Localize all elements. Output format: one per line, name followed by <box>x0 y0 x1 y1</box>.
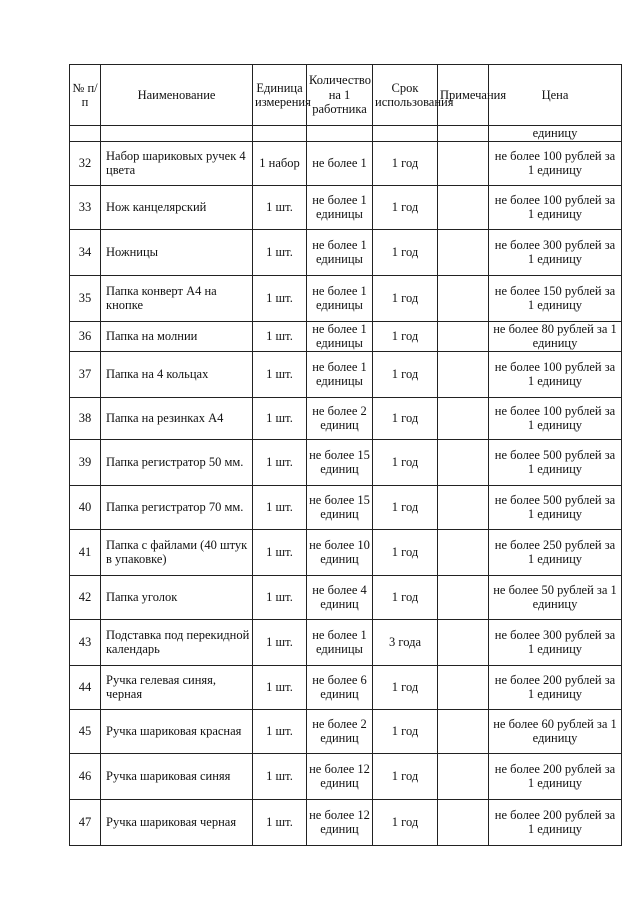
continuation-cell <box>70 126 101 142</box>
cell-quantity: не более 15 единиц <box>307 439 373 485</box>
cell-term: 1 год <box>373 397 438 439</box>
header-unit: Единица измерения <box>253 65 307 126</box>
cell-price: не более 300 рублей за 1 единицу <box>489 229 622 275</box>
cell-notes <box>438 665 489 709</box>
cell-quantity: не более 1 <box>307 141 373 185</box>
table-row <box>70 141 622 185</box>
cell-name: Набор шариковых ручек 4 цвета <box>101 141 253 185</box>
cell-notes <box>438 275 489 321</box>
cell-quantity: не более 2 единиц <box>307 397 373 439</box>
table-row <box>70 439 622 485</box>
cell-number: 42 <box>70 575 101 619</box>
cell-quantity: не более 15 единиц <box>307 485 373 529</box>
cell-term: 3 года <box>373 619 438 665</box>
continuation-cell <box>101 126 253 142</box>
cell-term: 1 год <box>373 275 438 321</box>
cell-notes <box>438 321 489 351</box>
cell-notes <box>438 619 489 665</box>
cell-unit: 1 шт. <box>253 799 307 845</box>
cell-unit: 1 шт. <box>253 575 307 619</box>
table-row <box>70 229 622 275</box>
cell-unit: 1 шт. <box>253 351 307 397</box>
cell-name: Ручка шариковая черная <box>101 799 253 845</box>
cell-name: Папка на резинках А4 <box>101 397 253 439</box>
cell-number: 36 <box>70 321 101 351</box>
cell-quantity: не более 1 единицы <box>307 229 373 275</box>
header-number: № п/п <box>70 65 101 126</box>
header-price: Цена <box>489 65 622 126</box>
cell-number: 47 <box>70 799 101 845</box>
cell-quantity: не более 10 единиц <box>307 529 373 575</box>
cell-price: не более 60 рублей за 1 единицу <box>489 709 622 753</box>
table-row <box>70 799 622 845</box>
cell-price: не более 200 рублей за 1 единицу <box>489 799 622 845</box>
cell-name: Нож канцелярский <box>101 185 253 229</box>
continuation-row <box>70 126 622 142</box>
cell-term: 1 год <box>373 485 438 529</box>
cell-number: 43 <box>70 619 101 665</box>
cell-quantity: не более 2 единиц <box>307 709 373 753</box>
cell-number: 32 <box>70 141 101 185</box>
cell-price: не более 100 рублей за 1 единицу <box>489 141 622 185</box>
table-row <box>70 619 622 665</box>
cell-unit: 1 шт. <box>253 321 307 351</box>
cell-quantity: не более 1 единицы <box>307 351 373 397</box>
cell-term: 1 год <box>373 529 438 575</box>
cell-name: Папка на 4 кольцах <box>101 351 253 397</box>
continuation-cell <box>307 126 373 142</box>
cell-name: Папка регистратор 50 мм. <box>101 439 253 485</box>
cell-price: не более 100 рублей за 1 единицу <box>489 351 622 397</box>
cell-term: 1 год <box>373 321 438 351</box>
cell-unit: 1 шт. <box>253 439 307 485</box>
cell-term: 1 год <box>373 709 438 753</box>
cell-number: 35 <box>70 275 101 321</box>
cell-unit: 1 шт. <box>253 397 307 439</box>
cell-price: не более 500 рублей за 1 единицу <box>489 485 622 529</box>
continuation-cell <box>373 126 438 142</box>
table-row <box>70 575 622 619</box>
cell-number: 38 <box>70 397 101 439</box>
cell-price: не более 200 рублей за 1 единицу <box>489 753 622 799</box>
cell-notes <box>438 351 489 397</box>
supplies-table <box>69 64 622 846</box>
table-row <box>70 485 622 529</box>
cell-quantity: не более 6 единиц <box>307 665 373 709</box>
cell-number: 45 <box>70 709 101 753</box>
cell-notes <box>438 709 489 753</box>
cell-name: Папка уголок <box>101 575 253 619</box>
cell-number: 46 <box>70 753 101 799</box>
cell-unit: 1 шт. <box>253 619 307 665</box>
cell-price: не более 300 рублей за 1 единицу <box>489 619 622 665</box>
cell-notes <box>438 753 489 799</box>
cell-unit: 1 шт. <box>253 229 307 275</box>
continuation-cell <box>438 126 489 142</box>
cell-name: Ручка шариковая красная <box>101 709 253 753</box>
header-term: Срок использования <box>373 65 438 126</box>
cell-price: не более 100 рублей за 1 единицу <box>489 185 622 229</box>
cell-price: не более 80 рублей за 1 единицу <box>489 321 622 351</box>
cell-notes <box>438 799 489 845</box>
cell-term: 1 год <box>373 439 438 485</box>
header-notes: Примечания <box>438 65 489 126</box>
cell-term: 1 год <box>373 665 438 709</box>
cell-number: 39 <box>70 439 101 485</box>
cell-name: Ручка гелевая синяя, черная <box>101 665 253 709</box>
cell-price: не более 250 рублей за 1 единицу <box>489 529 622 575</box>
cell-term: 1 год <box>373 141 438 185</box>
table-row <box>70 665 622 709</box>
cell-notes <box>438 185 489 229</box>
table-row <box>70 321 622 351</box>
cell-number: 41 <box>70 529 101 575</box>
cell-name: Папка с файлами (40 штук в упаковке) <box>101 529 253 575</box>
cell-price: не более 200 рублей за 1 единицу <box>489 665 622 709</box>
cell-term: 1 год <box>373 351 438 397</box>
cell-name: Ручка шариковая синяя <box>101 753 253 799</box>
cell-price: не более 100 рублей за 1 единицу <box>489 397 622 439</box>
cell-quantity: не более 12 единиц <box>307 753 373 799</box>
cell-quantity: не более 1 единицы <box>307 185 373 229</box>
cell-number: 34 <box>70 229 101 275</box>
cell-unit: 1 шт. <box>253 665 307 709</box>
cell-notes <box>438 397 489 439</box>
cell-quantity: не более 1 единицы <box>307 321 373 351</box>
cell-unit: 1 шт. <box>253 275 307 321</box>
cell-quantity: не более 1 единицы <box>307 275 373 321</box>
cell-name: Папка на молнии <box>101 321 253 351</box>
cell-number: 40 <box>70 485 101 529</box>
cell-number: 33 <box>70 185 101 229</box>
header-quantity: Количество на 1 работника <box>307 65 373 126</box>
cell-name: Ножницы <box>101 229 253 275</box>
cell-notes <box>438 229 489 275</box>
cell-quantity: не более 4 единиц <box>307 575 373 619</box>
cell-name: Папка конверт А4 на кнопке <box>101 275 253 321</box>
cell-quantity: не более 12 единиц <box>307 799 373 845</box>
cell-price: не более 500 рублей за 1 единицу <box>489 439 622 485</box>
cell-notes <box>438 529 489 575</box>
cell-term: 1 год <box>373 575 438 619</box>
cell-price: не более 50 рублей за 1 единицу <box>489 575 622 619</box>
cell-term: 1 год <box>373 185 438 229</box>
cell-unit: 1 шт. <box>253 709 307 753</box>
cell-notes <box>438 141 489 185</box>
cell-name: Подставка под перекидной календарь <box>101 619 253 665</box>
table-row <box>70 185 622 229</box>
header-name: Наименование <box>101 65 253 126</box>
table-row <box>70 709 622 753</box>
cell-name: Папка регистратор 70 мм. <box>101 485 253 529</box>
table-row <box>70 753 622 799</box>
cell-number: 44 <box>70 665 101 709</box>
table-row <box>70 351 622 397</box>
cell-number: 37 <box>70 351 101 397</box>
cell-notes <box>438 485 489 529</box>
continuation-price: единицу <box>489 126 622 142</box>
cell-unit: 1 шт. <box>253 485 307 529</box>
cell-quantity: не более 1 единицы <box>307 619 373 665</box>
header-row <box>70 65 622 126</box>
continuation-cell <box>253 126 307 142</box>
table-row <box>70 529 622 575</box>
cell-unit: 1 шт. <box>253 753 307 799</box>
cell-unit: 1 шт. <box>253 185 307 229</box>
cell-notes <box>438 439 489 485</box>
table-row <box>70 275 622 321</box>
cell-notes <box>438 575 489 619</box>
cell-term: 1 год <box>373 753 438 799</box>
cell-unit: 1 набор <box>253 141 307 185</box>
cell-unit: 1 шт. <box>253 529 307 575</box>
table-row <box>70 397 622 439</box>
cell-term: 1 год <box>373 799 438 845</box>
cell-price: не более 150 рублей за 1 единицу <box>489 275 622 321</box>
cell-term: 1 год <box>373 229 438 275</box>
